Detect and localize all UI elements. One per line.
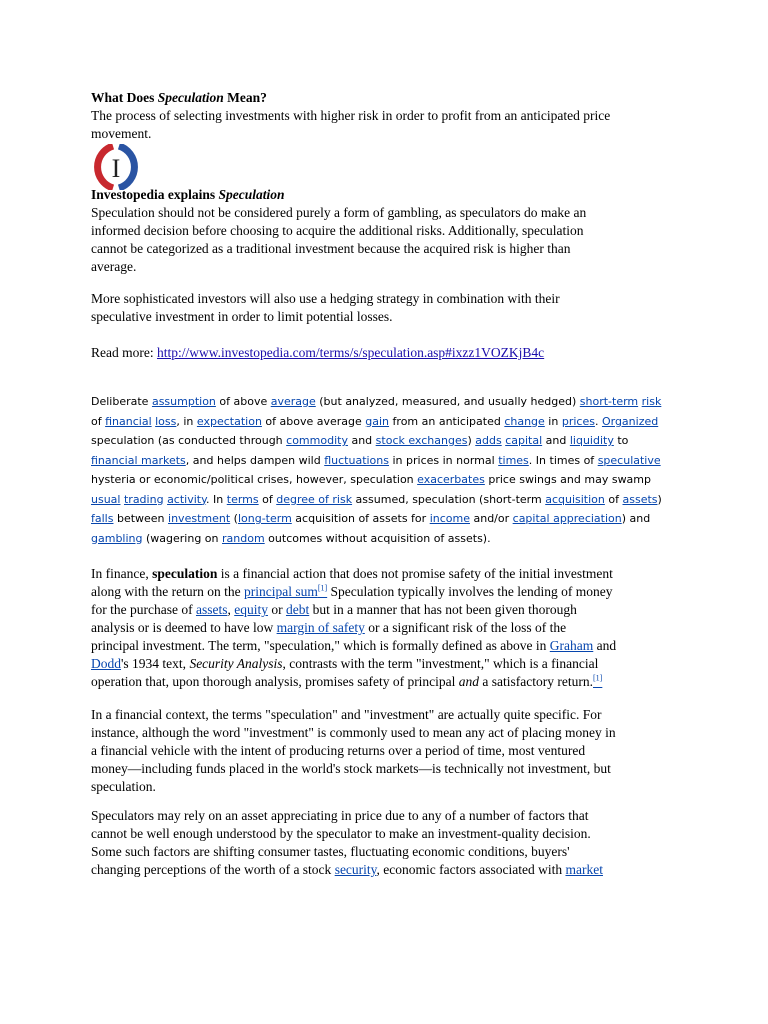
definition-paragraph: The process of selecting investments with higher risk in order to profit from an anticipated price movement. [91,108,611,141]
read-more-link[interactable]: http://www.investopedia.com/terms/s/speculation.asp#ixzz1VOZKjB4c [156,345,545,360]
section-heading: What Does Speculation Mean? [91,90,267,105]
explains-heading: Investopedia explains Speculation [91,187,285,202]
link-organized[interactable]: Organized [601,414,659,428]
hedging-paragraph: More sophisticated investors will also use a hedging strategy in combination with their speculative investment in order to limit potential losses. [91,291,560,324]
link-falls[interactable]: falls [91,512,114,525]
link-expectation[interactable]: expectation [196,414,262,428]
link-stock-exchanges[interactable]: stock exchanges [375,434,468,447]
speculators-paragraph: Speculators may rely on an asset appreciating in price due to any of a number of factors that cannot be well enough understood by the speculator to make an investment-quality decision. Some such factors are shifting consumer tastes, fluctuating economic conditions, buyers' changing perceptions of the worth of a stock security, economic factors associated with market [91,808,603,877]
link-average[interactable]: average [270,395,316,408]
investopedia-logo-icon [91,144,143,190]
link-trading[interactable]: trading [123,492,164,506]
svg-text:I: I [111,154,121,183]
link-security[interactable]: security [334,862,377,877]
link-change[interactable]: change [504,414,545,428]
link-exacerbates[interactable]: exacerbates [417,473,485,486]
explains-paragraph: Speculation should not be considered purely a form of gambling, as speculators do make an informed decision before choosing to acquire the additional risks. Additionally, speculation cannot be categorized as a traditional investment because the acquired risk is higher than average. [91,205,587,274]
link-capital[interactable]: capital [505,434,543,447]
finance-paragraph: In finance, speculation is a financial action that does not promise safety of the initial investment along with the return on the principal sum[1] Speculation typically involves the lending of money for the purchase of assets, equity or debt but in a manner that has not been given thorough analysis or is deemed to have low margin of safety or a significant risk of the loss of the principal investment. The term, "speculation," which is formally defined as above in Graham and Dodd's 1934 text, Security Analysis, contrasts with the term "investment," which is a financial operation that, upon thorough analysis, promises safety of principal and a satisfactory return.[1] [91,566,617,689]
link-investment[interactable]: investment [168,512,231,525]
link-assets-wp[interactable]: assets [195,602,228,617]
link-principal-sum[interactable]: principal sum [243,584,318,599]
link-short-term[interactable]: short-term [579,395,639,408]
link-terms[interactable]: terms [226,492,259,506]
link-assumption[interactable]: assumption [151,395,216,408]
link-liquidity[interactable]: liquidity [569,434,614,447]
link-commodity[interactable]: commodity [286,434,348,447]
link-random[interactable]: random [222,531,265,545]
link-income[interactable]: income [429,512,470,525]
link-dodd[interactable]: Dodd [91,656,121,671]
link-acquisition[interactable]: acquisition [545,492,605,506]
link-adds[interactable]: adds [475,434,502,447]
citation-1-second[interactable]: [1] [593,673,603,683]
link-assets[interactable]: assets [622,492,658,506]
link-loss[interactable]: loss [155,414,177,428]
link-financial-markets[interactable]: financial markets [91,453,186,467]
link-degree-of-risk[interactable]: degree of risk [276,492,353,506]
link-graham[interactable]: Graham [549,638,594,653]
context-paragraph: In a financial context, the terms "speculation" and "investment" are actually quite specific. For instance, although the word "investment" is commonly used to mean any act of placing money in a financial vehicle with the intent of producing returns over a period of time, most ventured money—including funds placed in the world's stock markets—is technically not investment, but speculation. [91,707,616,794]
link-times[interactable]: times [498,453,529,467]
citation-1[interactable]: [1] [317,583,328,593]
link-prices[interactable]: prices [561,414,595,428]
read-more: Read more: http://www.investopedia.com/terms/s/speculation.asp#ixzz1VOZKjB4c [91,345,545,360]
link-usual[interactable]: usual [91,492,121,506]
link-activity[interactable]: activity [167,492,207,506]
link-debt[interactable]: debt [285,602,310,617]
link-long-term[interactable]: long-term [237,512,292,525]
link-equity[interactable]: equity [234,602,268,617]
link-risk[interactable]: risk [641,395,662,408]
link-speculative[interactable]: speculative [597,453,661,467]
definition-paragraph-sans: Deliberate assumption of above average (but analyzed, measured, and usually hedged) short-term risk of financial loss, in expectation of above average gain from an anticipated change in prices. Organized speculation (as conducted through commodity and stock exchanges) adds capital and liquidity to financial markets, and helps dampen wild fluctuations in prices in normal times. In times of speculative hysteria or economic/political crises, however, speculation exacerbates price swings and may swamp usual trading activity. In terms of degree of risk assumed, speculation (short-term acquisition of assets) falls between investment (long-term acquisition of assets for income and/or capital appreciation) and gambling (wagering on random outcomes without acquisition of assets). [91,395,662,545]
link-gambling[interactable]: gambling [91,531,143,545]
link-fluctuations[interactable]: fluctuations [324,453,389,467]
link-capital-appreciation[interactable]: capital appreciation [512,512,622,525]
link-market[interactable]: market [565,862,603,877]
link-financial[interactable]: financial [105,414,152,428]
link-gain[interactable]: gain [365,414,390,428]
link-margin-of-safety[interactable]: margin of safety [276,620,365,635]
